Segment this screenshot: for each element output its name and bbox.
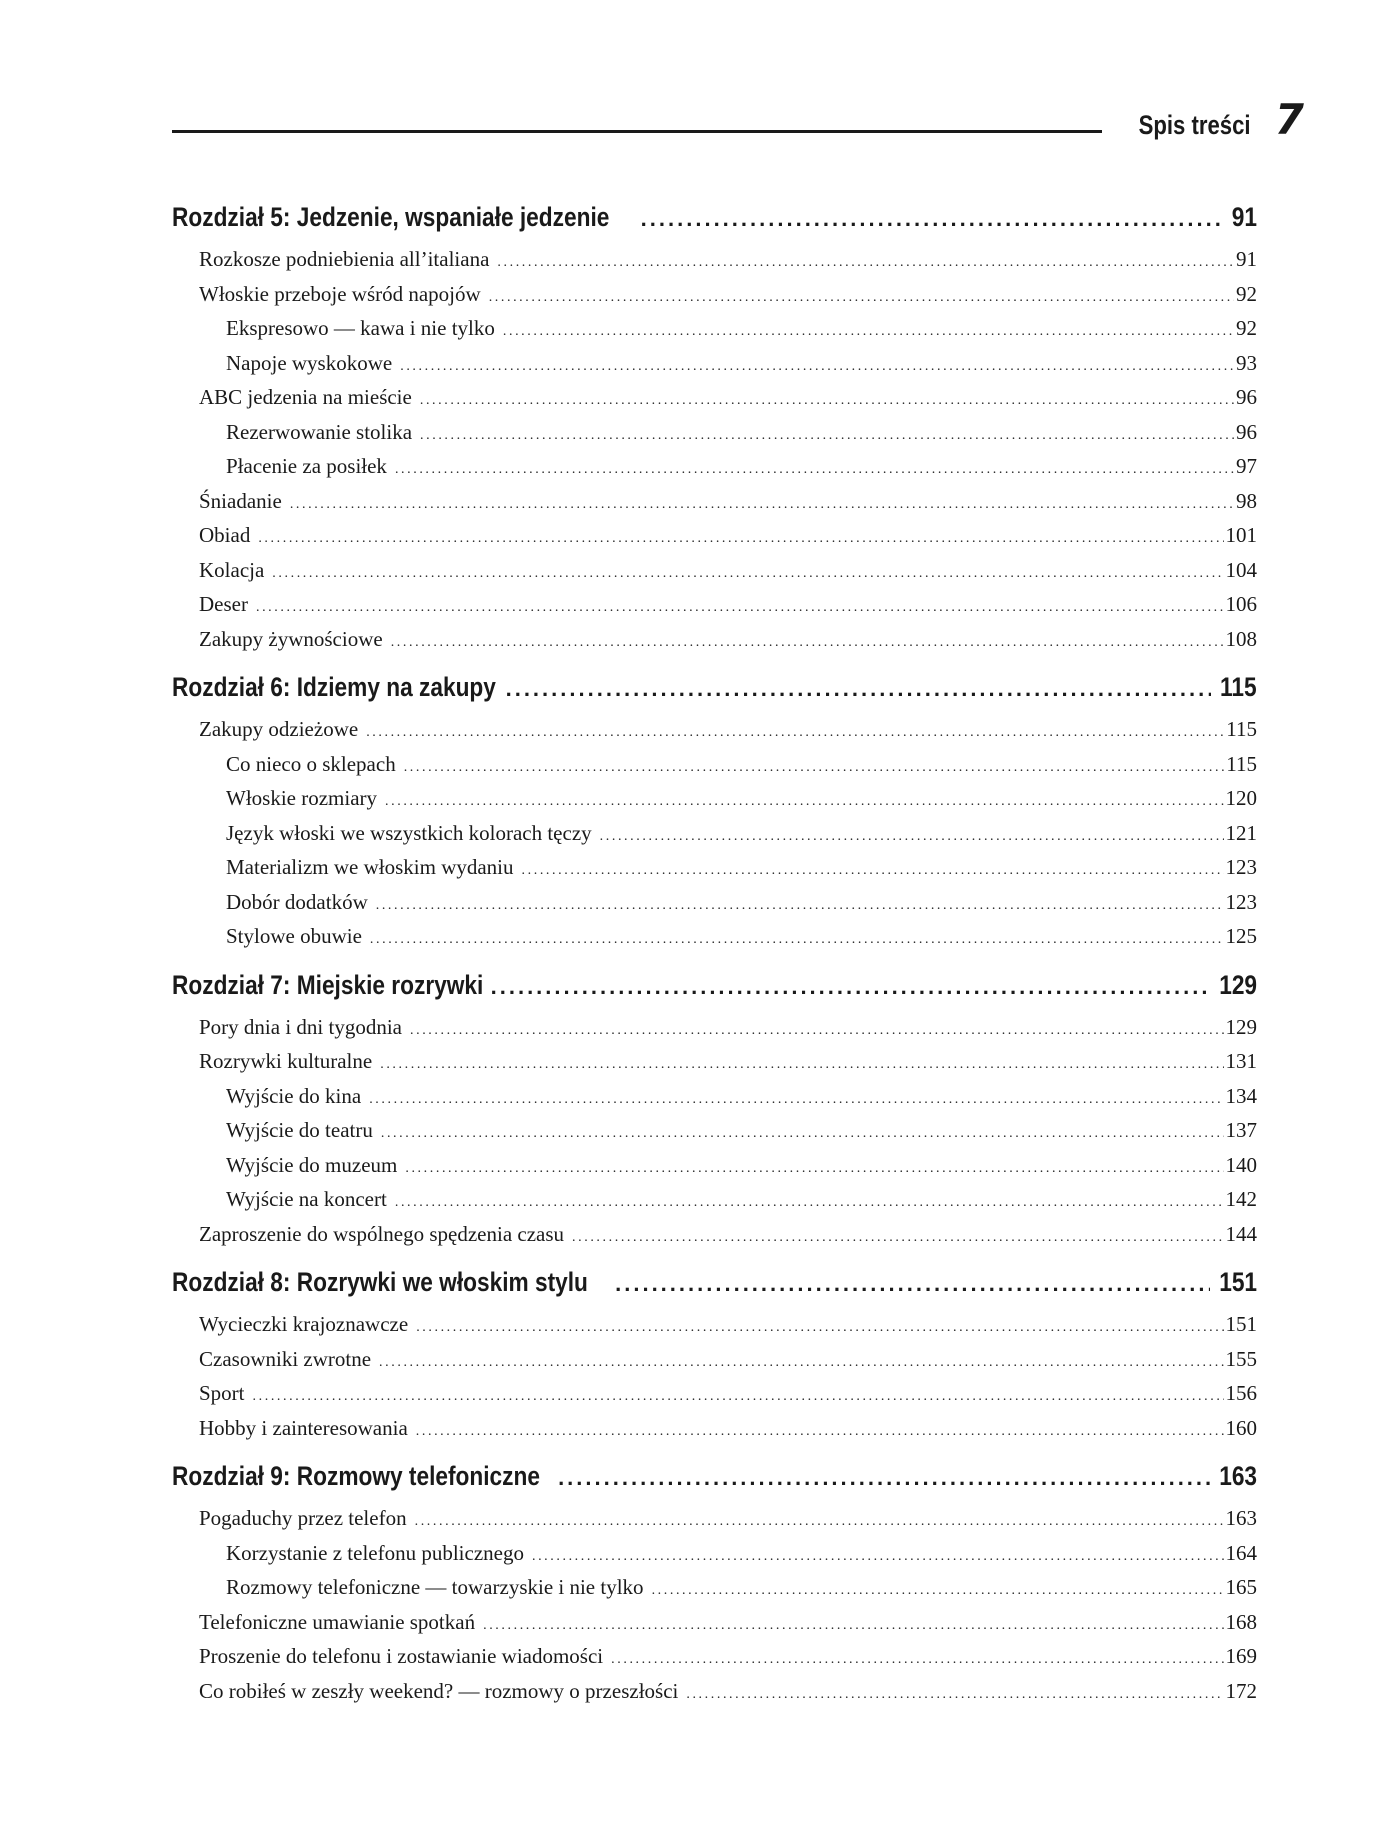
dot-leader (489, 281, 1234, 312)
entry-page-number: 92 (1236, 316, 1257, 340)
entry-title: Włoskie rozmiary (226, 786, 378, 810)
entry-title: Korzystanie z telefonu publicznego (226, 1540, 524, 1565)
dot-leader (506, 668, 1212, 708)
page-header (172, 95, 1304, 144)
chapter-heading[interactable] (172, 1261, 1257, 1303)
entry-title: Zaproszenie do wspólnego spędzenia czasu (199, 1221, 565, 1246)
dot-leader (405, 1152, 1223, 1183)
dot-leader (497, 246, 1234, 277)
toc-subsection-entry[interactable] (172, 850, 1257, 885)
dot-leader (400, 350, 1234, 381)
dot-leader (256, 591, 1224, 622)
toc-section-entry[interactable] (172, 1217, 1257, 1252)
entry-page-number: 156 (1225, 1381, 1257, 1405)
toc-section-entry[interactable] (172, 1411, 1257, 1446)
chapter-heading[interactable] (172, 964, 1257, 1006)
dot-leader (415, 1505, 1224, 1536)
entry-title: Wycieczki krajoznawcze (199, 1312, 409, 1336)
entry-page-number: 92 (1236, 281, 1257, 306)
entry-title: Proszenie do telefonu i zostawianie wiadomości (199, 1644, 604, 1668)
toc-section-entry[interactable] (172, 1674, 1257, 1709)
entry-title: Deser (199, 592, 248, 616)
entry-title: ABC jedzenia na mieście (199, 385, 412, 409)
entry-page-number: 142 (1225, 1187, 1257, 1211)
toc-section-entry[interactable] (172, 380, 1257, 415)
entry-title: Hobby i zainteresowania (199, 1415, 408, 1440)
dot-leader (366, 716, 1224, 747)
entry-title: Język włoski we wszystkich kolorach tęczy (226, 820, 592, 845)
entry-page-number: 151 (1225, 1312, 1257, 1336)
dot-leader (611, 1643, 1223, 1674)
toc-section-entry[interactable] (172, 587, 1257, 622)
entry-title: Zakupy odzieżowe (199, 717, 359, 741)
toc-section-entry[interactable] (172, 277, 1257, 312)
entry-page-number: 98 (1236, 488, 1257, 513)
dot-leader (253, 1380, 1224, 1411)
entry-page-number: 115 (1226, 751, 1257, 776)
toc-section-entry[interactable] (172, 1501, 1257, 1536)
dot-leader (558, 1457, 1210, 1497)
entry-title: Wyjście do muzeum (226, 1152, 398, 1177)
chapter-page-number: 129 (1219, 969, 1257, 1000)
toc-subsection-entry[interactable] (172, 311, 1257, 346)
entry-title: Wyjście na koncert (226, 1187, 387, 1211)
toc-subsection-entry[interactable] (172, 1113, 1257, 1148)
toc-subsection-entry[interactable] (172, 346, 1257, 381)
dot-leader (483, 1609, 1223, 1640)
entry-title: Pogaduchy przez telefon (199, 1506, 407, 1530)
dot-leader (416, 1415, 1224, 1446)
entry-page-number: 163 (1225, 1506, 1257, 1530)
toc-subsection-entry[interactable] (172, 816, 1257, 851)
dot-leader (641, 198, 1225, 238)
entry-page-number: 101 (1225, 523, 1257, 547)
chapter-heading[interactable] (172, 1455, 1257, 1497)
entry-page-number: 96 (1236, 385, 1257, 409)
entry-page-number: 165 (1225, 1575, 1257, 1599)
chapter-heading[interactable] (172, 196, 1257, 238)
chapter-block (172, 196, 1257, 656)
entry-page-number: 108 (1225, 626, 1257, 651)
table-of-contents (172, 196, 1257, 1708)
dot-leader (600, 820, 1224, 851)
page-number: 7 (1274, 95, 1304, 144)
dot-leader (258, 522, 1223, 553)
dot-leader (395, 1186, 1224, 1217)
dot-leader (369, 1083, 1223, 1114)
entry-title: Płacenie za posiłek (226, 454, 387, 478)
toc-subsection-entry[interactable] (172, 919, 1257, 954)
dot-leader (410, 1014, 1224, 1045)
toc-section-entry[interactable] (172, 712, 1257, 747)
dot-leader (532, 1540, 1224, 1571)
header-rule (172, 130, 1102, 133)
dot-leader (615, 1263, 1210, 1303)
chapter-title: Rozdział 8: Rozrywki we włoskim stylu (172, 1267, 588, 1297)
entry-page-number: 120 (1225, 786, 1257, 810)
running-title: Spis treści (1138, 110, 1251, 140)
entry-title: Sport (199, 1381, 245, 1405)
entry-page-number: 129 (1225, 1014, 1257, 1039)
dot-leader (385, 785, 1223, 816)
toc-subsection-entry[interactable] (172, 781, 1257, 816)
chapter-title: Rozdział 6: Idziemy na zakupy (172, 672, 496, 702)
entry-title: Rozrywki kulturalne (199, 1049, 373, 1073)
entry-page-number: 123 (1225, 855, 1257, 879)
entry-title: Telefoniczne umawianie spotkań (199, 1609, 476, 1634)
chapter-page-number: 91 (1231, 202, 1257, 232)
toc-subsection-entry[interactable] (172, 1079, 1257, 1114)
entry-page-number: 172 (1225, 1678, 1257, 1703)
dot-leader (652, 1574, 1224, 1605)
entry-title: Napoje wyskokowe (226, 350, 393, 375)
entry-page-number: 91 (1236, 247, 1257, 271)
entry-title: Materializm we włoskim wydaniu (226, 855, 514, 879)
entry-title: Rozmowy telefoniczne — towarzyskie i nie tylko (226, 1575, 644, 1599)
chapter-block (172, 1455, 1257, 1708)
dot-leader (416, 1311, 1223, 1342)
dot-leader (391, 626, 1224, 657)
entry-page-number: 96 (1236, 419, 1257, 444)
entry-title: Pory dnia i dni tygodnia (199, 1014, 402, 1039)
entry-page-number: 97 (1236, 454, 1257, 478)
entry-page-number: 168 (1225, 1609, 1257, 1634)
entry-page-number: 160 (1225, 1415, 1257, 1440)
dot-leader (522, 854, 1224, 885)
entry-title: Wyjście do teatru (226, 1118, 373, 1142)
chapter-title: Rozdział 9: Rozmowy telefoniczne (172, 1461, 540, 1491)
chapter-heading[interactable] (172, 666, 1257, 708)
dot-leader (503, 315, 1234, 346)
chapter-title: Rozdział 7: Miejskie rozrywki (172, 969, 484, 1000)
entry-page-number: 106 (1225, 592, 1257, 616)
entry-title: Śniadanie (199, 488, 282, 513)
chapter-block (172, 666, 1257, 954)
dot-leader (395, 453, 1234, 484)
dot-leader (491, 966, 1210, 1006)
entry-page-number: 131 (1225, 1049, 1257, 1073)
toc-section-entry[interactable] (172, 553, 1257, 588)
entry-page-number: 169 (1225, 1644, 1257, 1668)
entry-title: Dobór dodatków (226, 889, 368, 914)
entry-title: Ekspresowo — kawa i nie tylko (226, 316, 495, 340)
chapter-page-number: 151 (1219, 1267, 1257, 1297)
entry-page-number: 140 (1225, 1152, 1257, 1177)
entry-page-number: 134 (1225, 1083, 1257, 1108)
entry-title: Obiad (199, 523, 251, 547)
toc-section-entry[interactable] (172, 484, 1257, 519)
entry-title: Stylowe obuwie (226, 924, 362, 948)
chapter-title: Rozdział 5: Jedzenie, wspaniałe jedzenie (172, 202, 610, 232)
dot-leader (290, 488, 1234, 519)
dot-leader (379, 1346, 1223, 1377)
toc-subsection-entry[interactable] (172, 1182, 1257, 1217)
chapter-page-number: 163 (1219, 1461, 1257, 1491)
dot-leader (404, 751, 1225, 782)
toc-section-entry[interactable] (172, 1605, 1257, 1640)
toc-subsection-entry[interactable] (172, 1148, 1257, 1183)
entry-title: Wyjście do kina (226, 1083, 362, 1108)
entry-title: Zakupy żywnościowe (199, 626, 383, 651)
entry-page-number: 93 (1236, 350, 1257, 375)
toc-section-entry[interactable] (172, 1044, 1257, 1079)
entry-page-number: 164 (1225, 1540, 1257, 1565)
toc-subsection-entry[interactable] (172, 747, 1257, 782)
toc-section-entry[interactable] (172, 1376, 1257, 1411)
dot-leader (572, 1221, 1223, 1252)
entry-page-number: 121 (1225, 820, 1257, 845)
toc-section-entry[interactable] (172, 518, 1257, 553)
dot-leader (370, 923, 1224, 954)
dot-leader (420, 384, 1234, 415)
entry-page-number: 155 (1225, 1346, 1257, 1371)
entry-title: Czasowniki zwrotne (199, 1346, 372, 1371)
entry-title: Kolacja (199, 557, 265, 582)
toc-subsection-entry[interactable] (172, 449, 1257, 484)
chapter-page-number: 115 (1220, 672, 1257, 702)
toc-section-entry[interactable] (172, 1307, 1257, 1342)
toc-subsection-entry[interactable] (172, 1570, 1257, 1605)
dot-leader (420, 419, 1234, 450)
entry-page-number: 125 (1225, 924, 1257, 948)
dot-leader (272, 557, 1223, 588)
toc-section-entry[interactable] (172, 1010, 1257, 1045)
entry-page-number: 104 (1225, 557, 1257, 582)
toc-section-entry[interactable] (172, 1342, 1257, 1377)
chapter-block (172, 1261, 1257, 1445)
entry-page-number: 123 (1225, 889, 1257, 914)
entry-page-number: 144 (1225, 1221, 1257, 1246)
entry-page-number: 115 (1226, 717, 1257, 741)
dot-leader (686, 1678, 1223, 1709)
chapter-block (172, 964, 1257, 1252)
entry-title: Co nieco o sklepach (226, 751, 396, 776)
dot-leader (380, 1048, 1223, 1079)
toc-subsection-entry[interactable] (172, 415, 1257, 450)
toc-section-entry[interactable] (172, 622, 1257, 657)
entry-page-number: 137 (1225, 1118, 1257, 1142)
toc-section-entry[interactable] (172, 1639, 1257, 1674)
toc-subsection-entry[interactable] (172, 1536, 1257, 1571)
toc-section-entry[interactable] (172, 242, 1257, 277)
entry-title: Włoskie przeboje wśród napojów (199, 281, 481, 306)
toc-subsection-entry[interactable] (172, 885, 1257, 920)
entry-title: Rozkosze podniebienia all’italiana (199, 247, 490, 271)
entry-title: Co robiłeś w zeszły weekend? — rozmowy o przeszłości (199, 1678, 679, 1703)
dot-leader (381, 1117, 1224, 1148)
entry-title: Rezerwowanie stolika (226, 419, 413, 444)
dot-leader (376, 889, 1224, 920)
